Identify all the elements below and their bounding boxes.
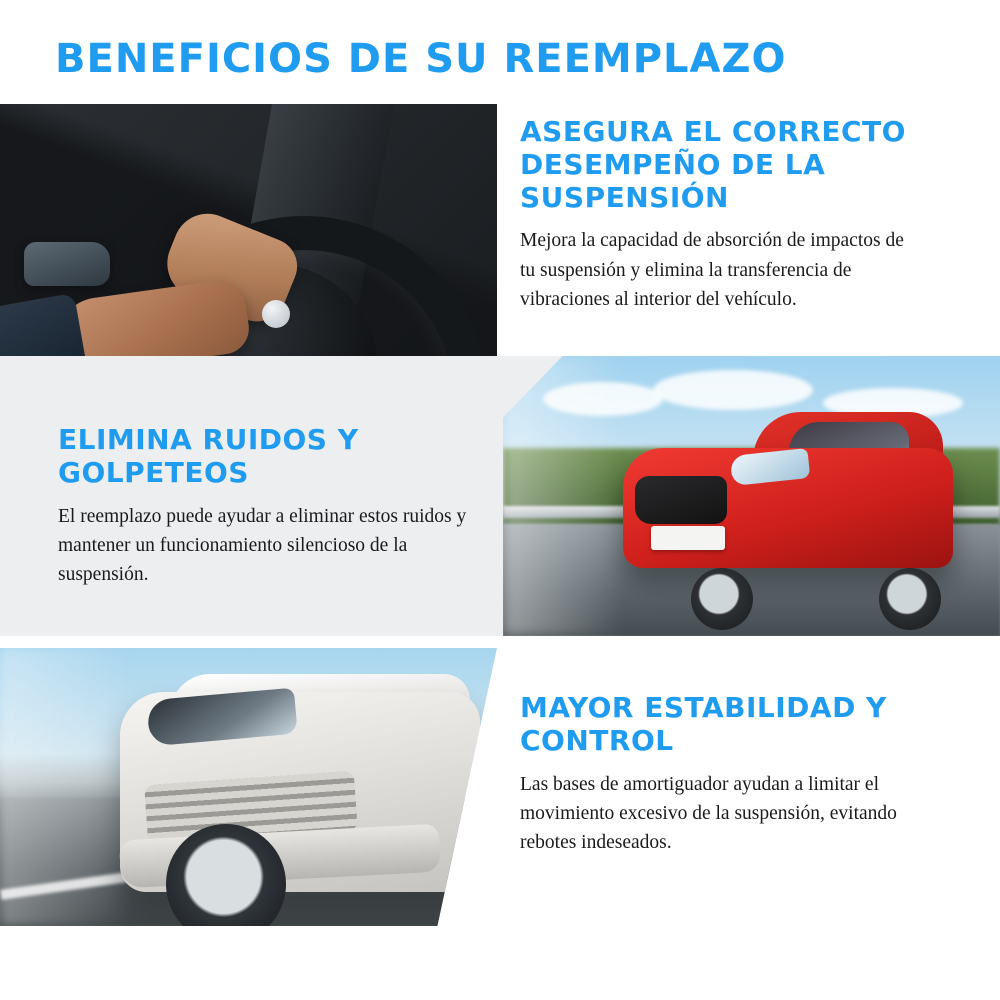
benefit-1-body: Mejora la capacidad de absorción de impactos de tu suspensión y elimina la transferencia de vibraciones al interior del vehículo.: [520, 230, 904, 310]
benefit-section-3: [0, 636, 1000, 926]
benefit-2-body: El reemplazo puede ayudar a eliminar estos ruidos y mantener un funcionamiento silencioso de la suspensión.: [58, 505, 467, 585]
page-title: BENEFICIOS DE SU REEMPLAZO: [55, 36, 787, 82]
benefit-1-text-block: [520, 116, 920, 314]
benefit-3-heading: MAYOR ESTABILIDAD Y CONTROL: [520, 691, 887, 757]
red-car-driving-on-road-photo: [503, 356, 1000, 636]
benefit-1-heading: ASEGURA EL CORRECTO DESEMPEÑO DE LA SUSPENSIÓN: [520, 115, 906, 214]
benefit-section-1: [0, 104, 1000, 356]
driver-hands-on-steering-wheel-photo: [0, 104, 497, 356]
white-car-front-low-angle-photo: [0, 648, 497, 926]
benefit-3-body: Las bases de amortiguador ayudan a limitar el movimiento excesivo de la suspensión, evitando rebotes indeseados.: [520, 773, 897, 853]
benefit-section-2: [0, 356, 1000, 636]
benefit-2-heading: ELIMINA RUIDOS Y GOLPETEOS: [58, 423, 359, 489]
benefit-3-text-block: [520, 692, 940, 857]
benefit-2-text-block: [58, 424, 488, 589]
